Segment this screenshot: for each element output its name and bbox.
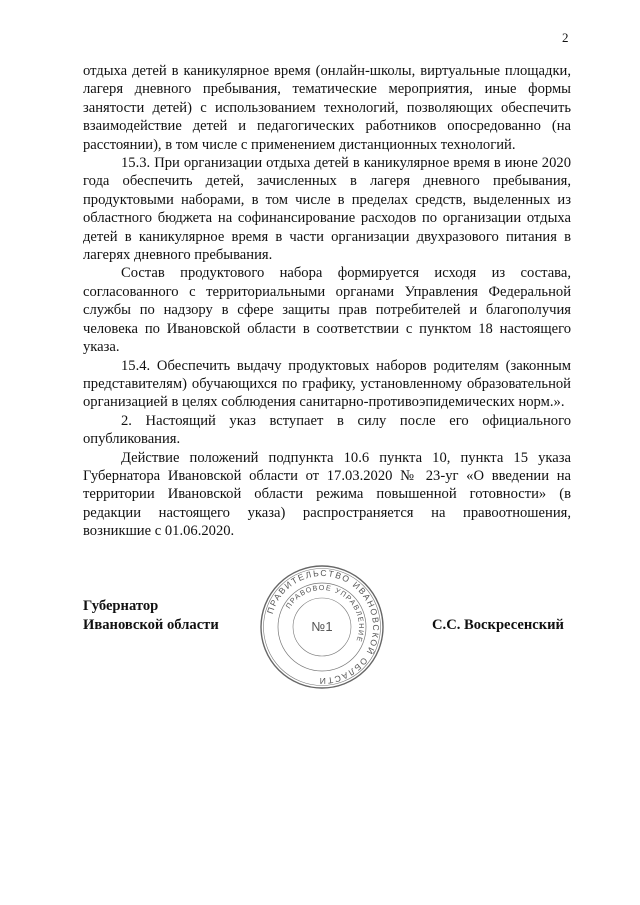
paragraph-15-4: 15.4. Обеспечить выдачу продуктовых наборов родителям (законным представителям) обучающихся по графику, установленному образовательной организацией в целях соблюдения санитарно-противоэпидемических норм.».: [83, 357, 571, 411]
paragraph-food-set: Состав продуктового набора формируется исходя из состава, согласованного с территориальными органами Управления Федеральной службы по надзору в сфере защиты прав потребителей и благополучия человека по Ивановской области в соответствии с пунктом 18 настоящего указа.: [83, 265, 571, 356]
document-body: [83, 62, 571, 541]
signature-name: С.С. Воскресенский: [432, 617, 564, 633]
official-seal: [259, 564, 385, 690]
seal-graphic: [259, 564, 385, 690]
paragraph-15-3: 15.3. При организации отдыха детей в каникулярное время в июне 2020 года обеспечить детей, зачисленных в лагеря дневного пребывания, продуктовыми наборами, в том числе в пределах средств, выделенных из областного бюджета на софинансирование расходов по организации отдыха детей в каникулярное время в части организации двухразового питания в лагерях дневного пребывания.: [83, 155, 571, 264]
signature-role: [83, 597, 219, 635]
paragraph-entry-into-force: 2. Настоящий указ вступает в силу после его официального опубликования.: [83, 412, 571, 448]
page-number: 2: [562, 30, 569, 45]
paragraph-effect: Действие положений подпункта 10.6 пункта 10, пункта 15 указа Губернатора Ивановской области от 17.03.2020 № 23-уг «О введении на территории Ивановской области режима повышенной готовности» (в редакции настоящего указа) распространяется на правоотношения, возникшие с 01.06.2020.: [83, 449, 571, 540]
svg-text:ПРАВОВОЕ УПРАВЛЕНИЕ: [284, 583, 366, 644]
paragraph-continuation: отдыха детей в каникулярное время (онлайн-школы, виртуальные площадки, лагеря дневного пребывания, тематические мероприятия, иные формы занятости детей) с использованием технологий, позволяющих обеспечить взаимодействие детей и педагогических работников опосредованно (на расстоянии), в том числе с применением дистанционных технологий.: [83, 63, 571, 153]
signature-role-line2: Ивановской области: [83, 617, 219, 633]
seal-inner-text: ПРАВОВОЕ УПРАВЛЕНИЕ: [283, 582, 367, 644]
signature-role-line1: Губернатор: [83, 598, 159, 614]
seal-number: №1: [311, 619, 333, 634]
seal-outer-text: ПРАВИТЕЛЬСТВО ИВАНОВСКОЙ ОБЛАСТИ: [264, 567, 382, 687]
